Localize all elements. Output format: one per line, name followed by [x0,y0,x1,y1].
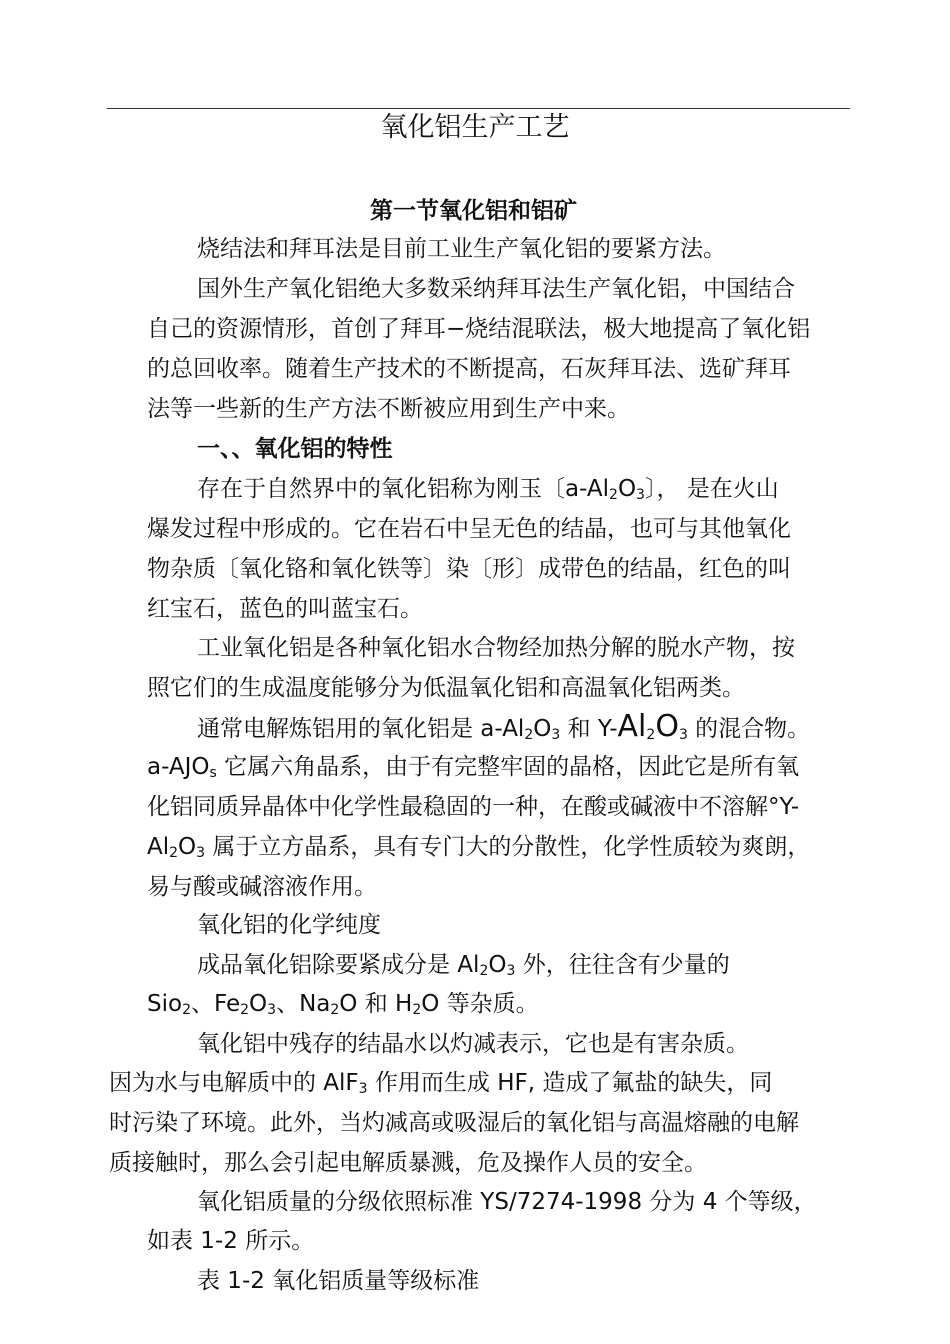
document-title: 氧化铝生产工艺 [380,112,570,143]
paragraph-7-line-4: 质接触时，那么会引起电解质暴溅，危及操作人员的安全。 [109,1150,707,1176]
purity-heading: 氧化铝的化学纯度 [197,912,381,938]
paragraph-4-line-2: 照它们的生成温度能够分为低温氧化铝和高温氧化铝两类。 [147,675,745,701]
section-heading: 第一节氧化铝和铝矿 [370,198,577,224]
paragraph-3-line-3: 物杂质〔氧化铬和氧化铁等〕染〔形〕成带色的结晶，红色的叫 [147,556,791,582]
paragraph-7-line-1: 氧化铝中残存的结晶水以灼减表示，它也是有害杂质。 [197,1031,749,1057]
paragraph-3-line-4: 红宝石，蓝色的叫蓝宝石。 [147,596,423,622]
paragraph-7-line-3: 时污染了环境。此外，当灼减高或吸湿后的氧化铝与高温熔融的电解 [109,1110,799,1136]
paragraph-6-line-2: Sio$_2$、$Fe_2O_3$、$Na_2O$ 和 $H_2O$ 等杂质。 [147,991,539,1018]
paragraph-8-line-1: 氧化铝质量的分级依照标准 YS/7274-1998 分为 4 个等级， [197,1189,817,1215]
paragraph-6-line-1: 成品氧化铝除要紧成分是 $Al_2O_3$ 外，往往含有少量的 [197,952,730,979]
paragraph-5-line-1: 通常电解炼铝用的氧化铝是 $a-Al_2O_3$ 和 $Y-Al_2O_3$ 的混合物。 [197,709,811,744]
paragraph-2-line-4: 法等一些新的生产方法不断被应用到生产中来。 [147,396,630,422]
table-caption: 表 1-2 氧化铝质量等级标准 [197,1268,480,1294]
paragraph-2-line-3: 的总回收率。随着生产技术的不断提高，石灰拜耳法、选矿拜耳 [147,356,791,382]
paragraph-2-line-2: 自己的资源情形，首创了拜耳−烧结混联法，极大地提高了氧化铝 [147,316,811,342]
paragraph-5-line-5: 易与酸或碱溶液作用。 [147,874,377,900]
paragraph-2-line-1: 国外生产氧化铝绝大多数采纳拜耳法生产氧化铝，中国结合 [197,276,795,302]
paragraph-3-line-2: 爆发过程中形成的。它在岩石中呈无色的结晶，也可与其他氧化 [147,516,791,542]
paragraph-1: 烧结法和拜耳法是目前工业生产氧化铝的要紧方法。 [197,236,726,262]
paragraph-5-line-4: $Al_2O_3$ 属于立方晶系，具有专门大的分散性，化学性质较为爽朗， [147,834,811,861]
paragraph-7-line-2: 因为水与电解质中的 AlF$_3$ 作用而生成 HF, 造成了氟盐的缺失，同 [109,1070,773,1097]
paragraph-5-line-2: $a-AJO_s$ 它属六角晶系，由于有完整牢固的晶格，因此它是所有氧 [147,754,800,781]
paragraph-3-line-1: 存在于自然界中的氧化铝称为刚玉〔$a-Al_2O_3$〕， 是在火山 [197,476,779,503]
paragraph-4-line-1: 工业氧化铝是各种氧化铝水合物经加热分解的脱水产物，按 [197,635,795,661]
paragraph-5-line-3: 化铝同质异晶体中化学性最稳固的一种，在酸或碱液中不溶解°Y- [147,794,800,820]
header-rule [107,108,850,109]
sub-heading-properties: 一、、氧化铝的特性 [197,436,393,462]
paragraph-8-line-2: 如表 1-2 所示。 [147,1228,315,1254]
